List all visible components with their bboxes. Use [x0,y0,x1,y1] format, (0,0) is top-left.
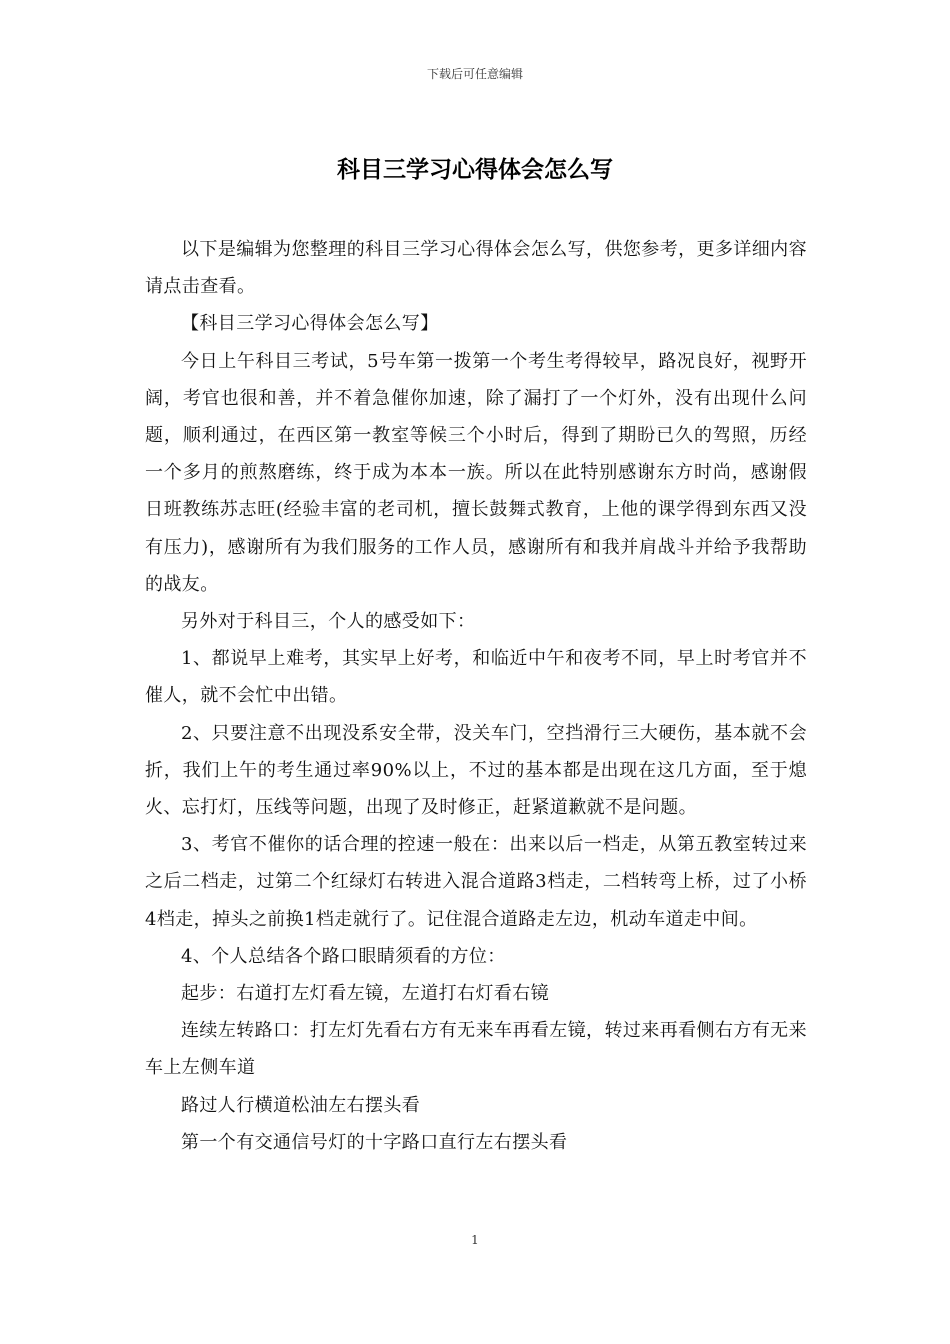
paragraph-crosswalk-tip: 路过人行横道松油左右摆头看 [181,1094,421,1116]
document-body [145,231,807,1161]
paragraph-feelings-intro: 另外对于科目三，个人的感受如下： [181,611,476,633]
paragraph-left-turn-tip: 连续左转路口：打左灯先看右方有无来车再看左镜，转过来再看侧右方有无来车上左侧车道 [145,1020,807,1079]
page-number: 1 [471,1233,479,1247]
paragraph-intersection-tip: 第一个有交通信号灯的十字路口直行左右摆头看 [181,1131,568,1153]
paragraph-point-2: 2、只要注意不出现没系安全带，没关车门，空挡滑行三大硬伤，基本就不会折，我们上午的考生通过率90%以上，不过的基本都是出现在这几方面，至于熄火、忘打灯，压线等问题，出现了及时修正，赶紧道歉就不是问题。 [145,722,807,819]
paragraph-intro: 以下是编辑为您整理的科目三学习心得体会怎么写，供您参考，更多详细内容请点击查看。 [145,239,807,298]
paragraph-start-tip: 起步：右道打左灯看左镜，左道打右灯看右镜 [181,983,549,1005]
paragraph-point-1: 1、都说早上难考，其实早上好考，和临近中午和夜考不同，早上时考官并不催人，就不会忙中出错。 [145,648,807,707]
paragraph-point-3: 3、考官不催你的话合理的控速一般在：出来以后一档走，从第五教室转过来之后二档走，过第二个红绿灯右转进入混合道路3档走，二档转弯上桥，过了小桥4档走，掉头之前换1档走就行了。记住混合道路走左边，机动车道走中间。 [145,834,807,930]
paragraph-subtitle: 【科目三学习心得体会怎么写】 [181,313,439,335]
paragraph-exam-story: 今日上午科目三考试，5号车第一拨第一个考生考得较早，路况良好，视野开阔，考官也很和善，并不着急催你加速，除了漏打了一个灯外，没有出现什么问题，顺利通过，在西区第一教室等候三个小时后，得到了期盼已久的驾照，历经一个多月的煎熬磨练，终于成为本本一族。所以在此特别感谢东方时尚，感谢假日班教练苏志旺(经验丰富的老司机，擅长鼓舞式教育，上他的课学得到东西又没有压力)，感谢所有为我们服务的工作人员，感谢所有和我并肩战斗并给予我帮助的战友。 [145,350,807,595]
paragraph-point-4: 4、个人总结各个路口眼睛须看的方位： [181,945,506,967]
document-title: 科目三学习心得体会怎么写 [337,156,613,183]
page-header: 下载后可任意编辑 [426,67,523,81]
